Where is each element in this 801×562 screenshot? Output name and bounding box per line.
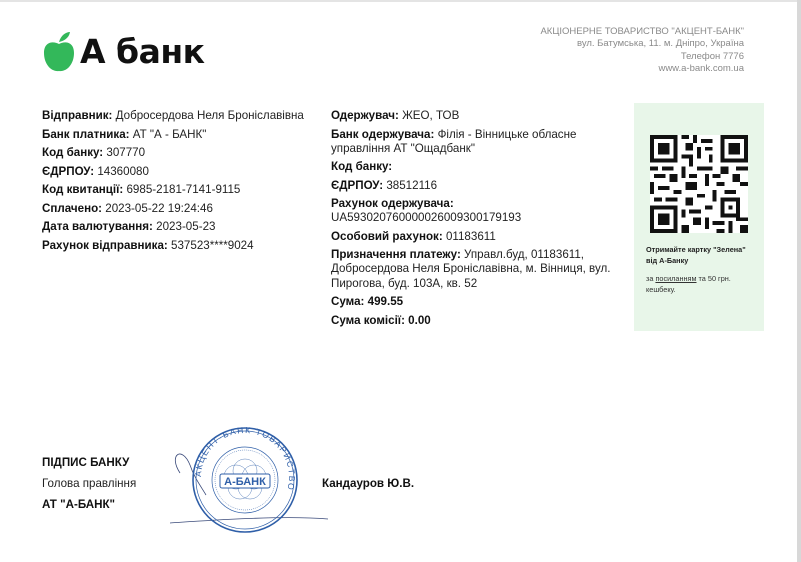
- qr-code-icon[interactable]: [650, 135, 748, 233]
- recipient-row: Одержувач: ЖЕО, ТОВ: [331, 109, 460, 122]
- amount-row: Сума: 499.55: [331, 295, 404, 309]
- stamp-center-text: А-БАНК: [224, 476, 266, 488]
- value-date-row: Дата валютування: 2023-05-23: [42, 220, 216, 233]
- bank-address: вул. Батумська, 11. м. Дніпро, Україна: [576, 38, 744, 50]
- receipt-code-row: Код квитанції: 6985-2181-7141-9115: [42, 183, 241, 196]
- recipient-account-row: Рахунок одержувача: UA593020760000026009300179193: [331, 197, 522, 225]
- page-border: [797, 0, 801, 562]
- signatory-position: Голова правління: [42, 477, 137, 490]
- signatory-organization: АТ "А-БАНК": [42, 498, 116, 511]
- recipient-bank-code-row: Код банку:: [331, 160, 393, 174]
- bank-logo: [42, 28, 205, 74]
- edrpou-row: ЄДРПОУ: 14360080: [42, 164, 149, 178]
- bank-code-row: Код банку: 307770: [42, 146, 146, 159]
- page-border: [0, 0, 801, 2]
- bank-phone: Телефон 7776: [680, 50, 744, 62]
- recipient-details: [331, 107, 621, 330]
- personal-account-row: Особовий рахунок: 01183611: [331, 229, 496, 243]
- purpose-row: Призначення платежу: Управл.буд, 01183611, Добросердова Неля Броніславівна, м. Вінниця, вул. Пирогова, буд. 103А, кв. 52: [331, 248, 611, 290]
- apple-logo-icon: [42, 29, 76, 73]
- signature-heading: ПІДПИС БАНКУ: [42, 456, 130, 469]
- sender-account-row: Рахунок відправника: 537523****9024: [42, 238, 254, 252]
- bank-website: www.a-bank.com.ua: [658, 62, 744, 74]
- promo-title: Отримайте картку "Зелена" від А-Банку: [646, 245, 746, 265]
- sender-details: [42, 107, 327, 255]
- bank-contact-info: [540, 26, 744, 75]
- promo-text: за посиланням та 50 грн. кешбеку.: [646, 274, 731, 294]
- payer-bank-row: Банк платника: АТ "А - БАНК": [42, 127, 207, 141]
- paid-row: Сплачено: 2023-05-22 19:24:46: [42, 201, 213, 215]
- signature-block: [42, 452, 136, 515]
- signatory-name: Кандауров Ю.В.: [322, 477, 415, 490]
- promo-link[interactable]: посиланням: [655, 274, 697, 283]
- fee-row: Сума комісії: 0.00: [331, 313, 431, 327]
- recipient-bank-row: Банк одержувача: Філія - Вінницьке обласне управління АТ "Ощадбанк": [331, 127, 577, 155]
- bank-stamp-icon: [160, 425, 330, 537]
- promo-panel: [634, 103, 764, 331]
- bank-name: АКЦІОНЕРНЕ ТОВАРИСТВО "АКЦЕНТ-БАНК": [540, 26, 744, 37]
- recipient-edrpou-row: ЄДРПОУ: 38512116: [331, 178, 438, 192]
- stamp-ring-text: АКЦЕНТ-БАНК ТОВАРИСТВО: [192, 425, 298, 493]
- sender-row: Відправник: Добросердова Неля Броніславівна: [42, 109, 304, 122]
- logo-text: А банк: [80, 31, 205, 71]
